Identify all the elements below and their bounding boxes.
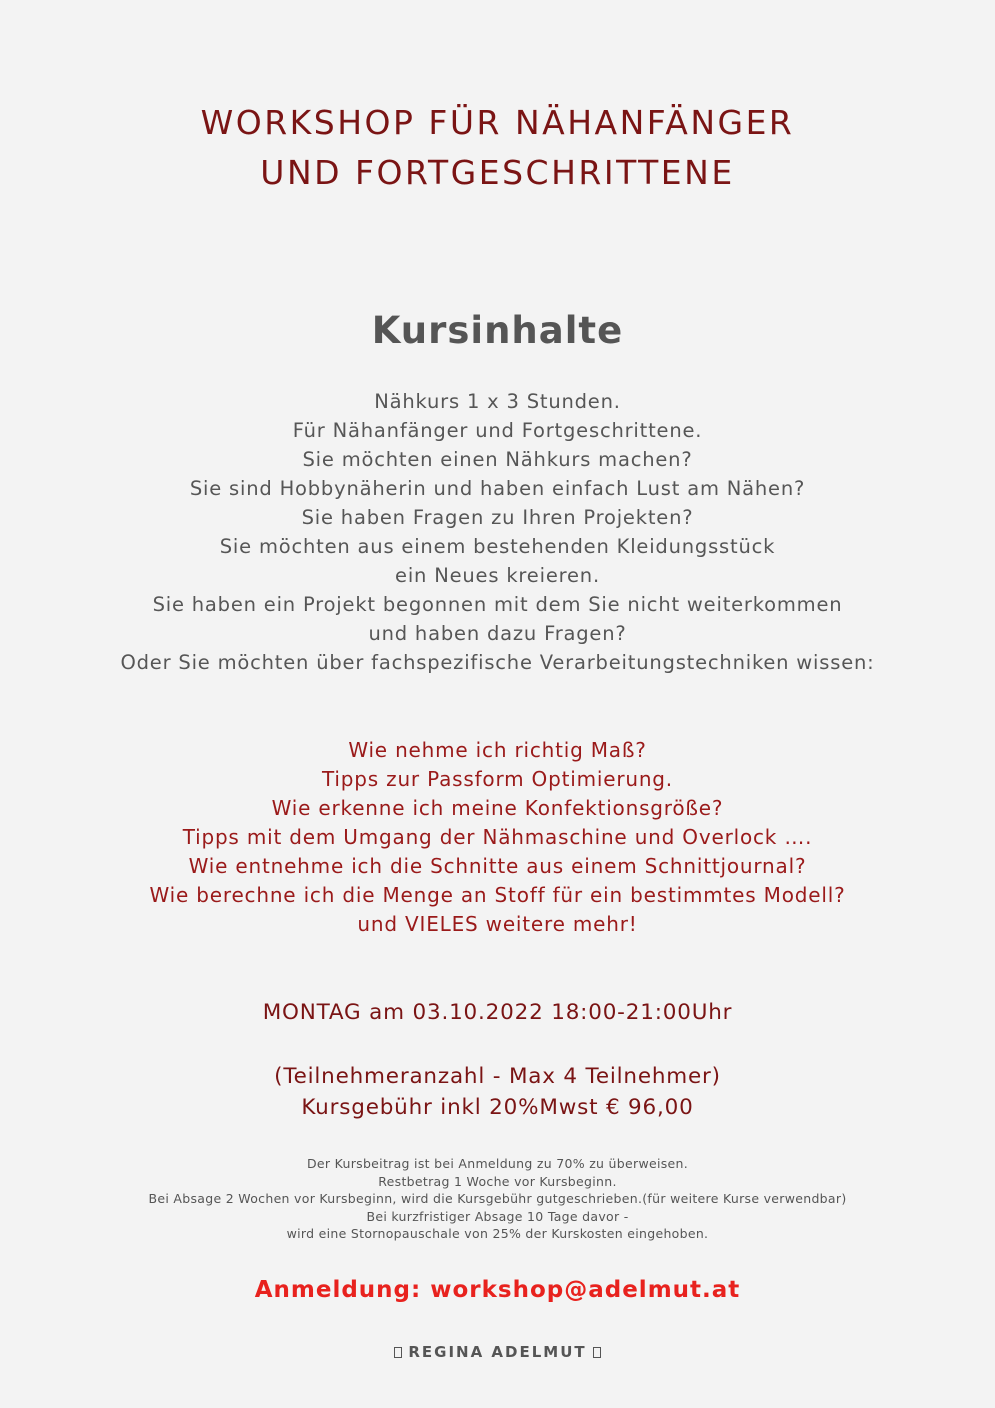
- workshop-title: [0, 98, 995, 198]
- terms-line: Bei Absage 2 Wochen vor Kursbeginn, wird die Kursgebühr gutgeschrieben.(für weitere Kurse verwendbar): [148, 1191, 847, 1206]
- intro-line: Nähkurs 1 x 3 Stunden.: [374, 390, 621, 413]
- intro-text: [0, 387, 995, 677]
- terms-line: Bei kurzfristiger Absage 10 Tage davor -: [366, 1208, 629, 1224]
- course-info: [0, 1061, 995, 1123]
- participants-limit: (Teilnehmeranzahl - Max 4 Teilnehmer): [274, 1064, 721, 1089]
- question-line: Wie berechne ich die Menge an Stoff für ein bestimmtes Modell?: [149, 883, 846, 907]
- intro-line: Oder Sie möchten über fachspezifische Verarbeitungstechniken wissen:: [120, 651, 875, 674]
- intro-line: Sie möchten aus einem bestehenden Kleidungsstück: [219, 535, 776, 558]
- title-line-2: UND FORTGESCHRITTENE: [260, 153, 735, 192]
- footer-name: REGINA ADELMUT: [408, 1343, 587, 1361]
- section-heading: Kursinhalte: [371, 309, 624, 352]
- question-line: Wie erkenne ich meine Konfektionsgröße?: [271, 796, 724, 820]
- terms-line: Restbetrag 1 Woche vor Kursbeginn.: [378, 1173, 617, 1189]
- intro-line: Sie haben Fragen zu Ihren Projekten?: [301, 506, 694, 529]
- question-line: Tipps zur Passform Optimierung.: [322, 767, 673, 791]
- registration-link[interactable]: Anmeldung: workshop@adelmut.at: [254, 1277, 741, 1303]
- terms-line: wird eine Stornopauschale von 25% der Kurskosten eingehoben.: [286, 1226, 709, 1241]
- course-date: MONTAG am 03.10.2022 18:00-21:00Uhr: [262, 1000, 733, 1025]
- intro-line: Sie haben ein Projekt begonnen mit dem Sie nicht weiterkommen: [152, 593, 843, 616]
- title-line-1: WORKSHOP FÜR NÄHANFÄNGER: [200, 103, 795, 142]
- course-questions: [0, 736, 995, 939]
- placeholder-glyph-icon: [593, 1347, 601, 1358]
- question-line: und VIELES weitere mehr!: [357, 912, 638, 936]
- intro-line: und haben dazu Fragen?: [368, 622, 627, 645]
- footer-signature: [0, 1341, 995, 1363]
- question-line: Tipps mit dem Umgang der Nähmaschine und Overlock ….: [182, 825, 813, 849]
- question-line: Wie nehme ich richtig Maß?: [348, 738, 647, 762]
- placeholder-glyph-icon: [394, 1347, 402, 1358]
- intro-line: Sie möchten einen Nähkurs machen?: [302, 448, 693, 471]
- intro-line: Für Nähanfänger und Fortgeschrittene.: [292, 419, 703, 442]
- intro-line: ein Neues kreieren.: [395, 564, 600, 587]
- intro-line: Sie sind Hobbynäherin und haben einfach Lust am Nähen?: [189, 477, 806, 500]
- payment-terms: [0, 1155, 995, 1243]
- course-fee: Kursgebühr inkl 20%Mwst € 96,00: [301, 1095, 694, 1120]
- terms-line: Der Kursbeitrag ist bei Anmeldung zu 70% zu überweisen.: [306, 1156, 689, 1171]
- question-line: Wie entnehme ich die Schnitte aus einem Schnittjournal?: [188, 854, 807, 878]
